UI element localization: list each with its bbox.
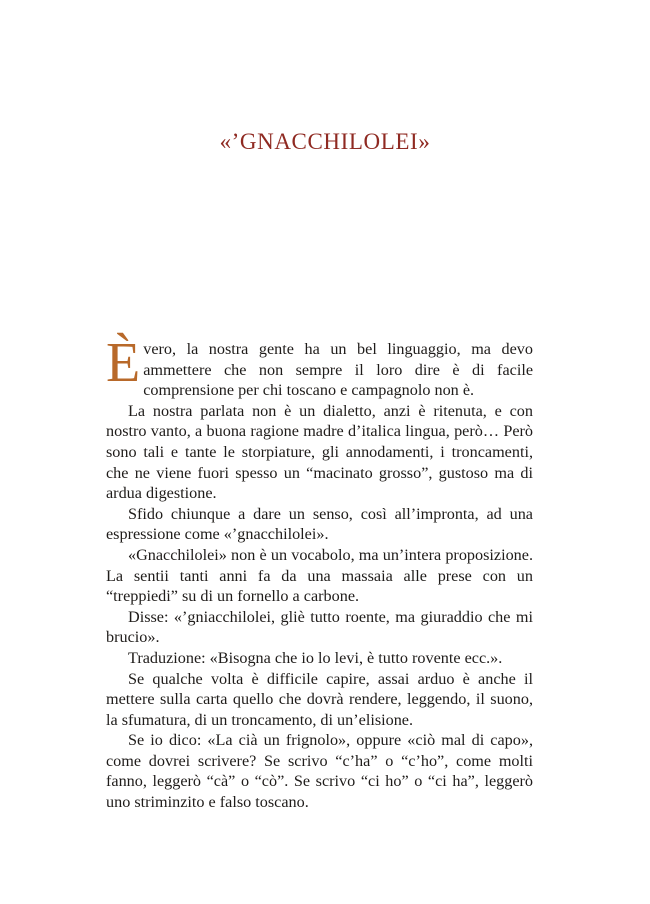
paragraph: «Gnacchilolei» non è un vocabolo, ma un’intera proposizione. La sentii tanti anni fa da una massaia alle prese con un “treppiedi” su di un fornello a carbone. <box>106 545 533 606</box>
chapter-title: «’GNACCHILOLEI» <box>219 129 431 154</box>
paragraph-text: vero, la nostra gente ha un bel linguaggio, ma devo ammettere che non sempre il loro dire è di facile comprensione per chi toscano e campagnolo non è. <box>143 340 533 400</box>
paragraph <box>106 332 533 401</box>
drop-cap: È <box>106 332 141 394</box>
paragraph: Sfido chiunque a dare un senso, così all’impronta, ad una espressione come «’gnacchilolei». <box>106 504 533 544</box>
paragraph: La nostra parlata non è un dialetto, anzi è ritenuta, e con nostro vanto, a buona ragione madre d’italica lingua, però… Però sono tali e tante le storpiature, gli annodamenti, i troncamenti, che ne viene fuori spesso un “macinato grosso”, gustoso ma di ardua digestione. <box>106 401 533 503</box>
paragraph: Disse: «’gniacchilolei, gliè tutto roente, ma giuraddio che mi brucio». <box>106 607 533 647</box>
body-text <box>106 332 533 813</box>
paragraph: Se qualche volta è difficile capire, assai arduo è anche il mettere sulla carta quello che dovrà rendere, leggendo, il suono, la sfumatura, di un troncamento, di un’elisione. <box>106 669 533 729</box>
paragraph: Traduzione: «Bisogna che io lo levi, è tutto rovente ecc.». <box>128 648 503 667</box>
paragraph: Se io dico: «La cià un frignolo», oppure «ciò mal di capo», come dovrei scrivere? Se scrivo “c’ha” o “c’ho”, come molti fanno, leggerò “cà” o “cò”. Se scrivo “ci ho” o “ci ha”, leggerò uno striminzito e falso toscano. <box>106 731 533 812</box>
